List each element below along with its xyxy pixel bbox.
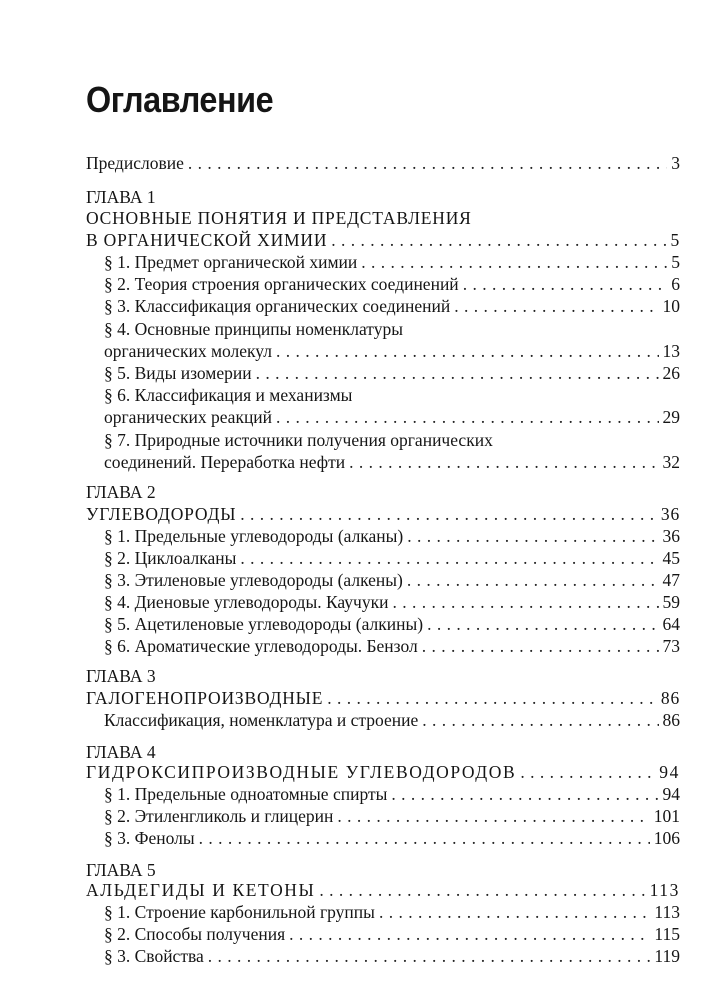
entry-text: § 1. Предельные одноатомные спирты bbox=[104, 784, 388, 804]
chapter-title: УГЛЕВОДОРОДЫ bbox=[86, 504, 237, 524]
entry-text: § 6. Ароматические углеводороды. Бензол bbox=[104, 636, 418, 656]
section-entry[interactable] bbox=[104, 782, 680, 806]
chapter-title: ГИДРОКСИПРОИЗВОДНЫЕ УГЛЕВОДОРОДОВ bbox=[86, 762, 517, 782]
dot-leader bbox=[392, 590, 658, 614]
entry-page: 94 bbox=[662, 784, 680, 804]
entry-page: 6 bbox=[671, 274, 680, 294]
entry-text: § 3. Фенолы bbox=[104, 828, 195, 848]
entry-page: 73 bbox=[662, 636, 680, 656]
chapter-entry[interactable] bbox=[86, 502, 680, 526]
dot-leader bbox=[337, 804, 649, 828]
section-entry[interactable] bbox=[104, 944, 680, 968]
dot-leader bbox=[427, 612, 658, 636]
entry-page: 115 bbox=[654, 924, 680, 944]
chapter-label: ГЛАВА 3 bbox=[86, 666, 156, 686]
section-entry[interactable] bbox=[104, 922, 680, 946]
entry-text: § 5. Ацетиленовые углеводороды (алкины) bbox=[104, 614, 424, 634]
entry-text: § 3. Этиленовые углеводороды (алкены) bbox=[104, 570, 403, 590]
section-entry[interactable] bbox=[104, 708, 680, 732]
section-entry[interactable] bbox=[104, 294, 680, 318]
entry-page: 10 bbox=[662, 296, 680, 316]
chapter-entry[interactable] bbox=[86, 686, 680, 710]
entry-text: § 2. Теория строения органических соединений bbox=[104, 274, 459, 294]
chapter-title-line: ОСНОВНЫЕ ПОНЯТИЯ И ПРЕДСТАВЛЕНИЯ bbox=[86, 208, 472, 228]
chapter-title: АЛЬДЕГИДЫ И КЕТОНЫ bbox=[86, 880, 316, 900]
dot-leader bbox=[463, 272, 668, 296]
entry-text: § 1. Строение карбонильной группы bbox=[104, 902, 375, 922]
entry-page: 5 bbox=[671, 252, 680, 272]
dot-leader bbox=[240, 546, 658, 570]
section-text-line: § 6. Классификация и механизмы bbox=[104, 385, 353, 405]
chapter-entry[interactable] bbox=[86, 760, 680, 784]
section-entry[interactable] bbox=[104, 524, 680, 548]
dot-leader bbox=[319, 878, 645, 902]
chapter-title: В ОРГАНИЧЕСКОЙ ХИМИИ bbox=[86, 230, 328, 250]
page-title: Оглавление bbox=[86, 79, 274, 120]
section-entry[interactable] bbox=[104, 250, 680, 274]
entry-page: 86 bbox=[662, 710, 680, 730]
chapter-entry[interactable] bbox=[86, 878, 680, 902]
dot-leader bbox=[208, 944, 651, 968]
chapter-label: ГЛАВА 2 bbox=[86, 482, 156, 502]
dot-leader bbox=[240, 502, 657, 526]
chapter-label: ГЛАВА 4 bbox=[86, 742, 156, 762]
chapter-entry[interactable] bbox=[86, 228, 680, 252]
entry-page: 45 bbox=[662, 548, 680, 568]
section-entry[interactable] bbox=[104, 361, 680, 385]
entry-page: 59 bbox=[662, 592, 680, 612]
dot-leader bbox=[379, 900, 650, 924]
entry-text: органических реакций bbox=[104, 407, 273, 427]
entry-page: 86 bbox=[660, 688, 680, 708]
section-text-line: § 7. Природные источники получения органических bbox=[104, 430, 493, 450]
entry-page: 106 bbox=[653, 828, 680, 848]
dot-leader bbox=[327, 686, 657, 710]
entry-text: § 2. Циклоалканы bbox=[104, 548, 237, 568]
section-entry[interactable] bbox=[104, 826, 680, 850]
section-entry[interactable] bbox=[104, 450, 680, 474]
section-entry[interactable] bbox=[104, 590, 680, 614]
dot-leader bbox=[276, 405, 658, 429]
entry-text: § 3. Классификация органических соединений bbox=[104, 296, 451, 316]
dot-leader bbox=[422, 708, 658, 732]
section-entry[interactable] bbox=[104, 804, 680, 828]
entry-text: § 2. Этиленгликоль и глицерин bbox=[104, 806, 334, 826]
entry-text: § 1. Предмет органической химии bbox=[104, 252, 358, 272]
dot-leader bbox=[454, 294, 658, 318]
entry-page: 13 bbox=[662, 341, 680, 361]
entry-page: 119 bbox=[654, 946, 680, 966]
section-entry[interactable] bbox=[104, 634, 680, 658]
dot-leader bbox=[331, 228, 666, 252]
entry-page: 32 bbox=[662, 452, 680, 472]
chapter-title: ГАЛОГЕНОПРОИЗВОДНЫЕ bbox=[86, 688, 324, 708]
entry-text: § 5. Виды изомерии bbox=[104, 363, 252, 383]
dot-leader bbox=[520, 760, 655, 784]
entry-page: 29 bbox=[662, 407, 680, 427]
section-entry[interactable] bbox=[104, 339, 680, 363]
entry-text: § 3. Свойства bbox=[104, 946, 204, 966]
entry-page: 3 bbox=[671, 153, 680, 173]
entry-page: 113 bbox=[649, 880, 680, 900]
section-text-line: § 4. Основные принципы номенклатуры bbox=[104, 319, 403, 339]
entry-text: Предисловие bbox=[86, 153, 184, 173]
entry-text: Классификация, номенклатура и строение bbox=[104, 710, 419, 730]
entry-page: 94 bbox=[659, 762, 680, 782]
entry-text: органических молекул bbox=[104, 341, 273, 361]
entry-page: 36 bbox=[660, 504, 680, 524]
chapter-label: ГЛАВА 1 bbox=[86, 187, 156, 207]
section-entry[interactable] bbox=[104, 612, 680, 636]
entry-page: 36 bbox=[662, 526, 680, 546]
entry-page: 101 bbox=[653, 806, 680, 826]
dot-leader bbox=[391, 782, 658, 806]
chapter-label: ГЛАВА 5 bbox=[86, 860, 156, 880]
entry-page: 113 bbox=[654, 902, 680, 922]
entry-text: § 2. Способы получения bbox=[104, 924, 286, 944]
toc-entry-preface[interactable] bbox=[86, 151, 680, 175]
dot-leader bbox=[407, 524, 658, 548]
dot-leader bbox=[199, 826, 650, 850]
section-entry[interactable] bbox=[104, 272, 680, 296]
section-entry[interactable] bbox=[104, 900, 680, 924]
entry-page: 64 bbox=[662, 614, 680, 634]
dot-leader bbox=[361, 250, 667, 274]
entry-text: соединений. Переработка нефти bbox=[104, 452, 346, 472]
dot-leader bbox=[422, 634, 659, 658]
dot-leader bbox=[188, 151, 667, 175]
dot-leader bbox=[407, 568, 659, 592]
section-entry[interactable] bbox=[104, 546, 680, 570]
entry-page: 26 bbox=[662, 363, 680, 383]
dot-leader bbox=[256, 361, 659, 385]
entry-text: § 4. Диеновые углеводороды. Каучуки bbox=[104, 592, 389, 612]
dot-leader bbox=[289, 922, 650, 946]
entry-page: 5 bbox=[670, 230, 680, 250]
dot-leader bbox=[349, 450, 658, 474]
entry-page: 47 bbox=[662, 570, 680, 590]
entry-text: § 1. Предельные углеводороды (алканы) bbox=[104, 526, 404, 546]
section-entry[interactable] bbox=[104, 405, 680, 429]
section-entry[interactable] bbox=[104, 568, 680, 592]
dot-leader bbox=[276, 339, 658, 363]
